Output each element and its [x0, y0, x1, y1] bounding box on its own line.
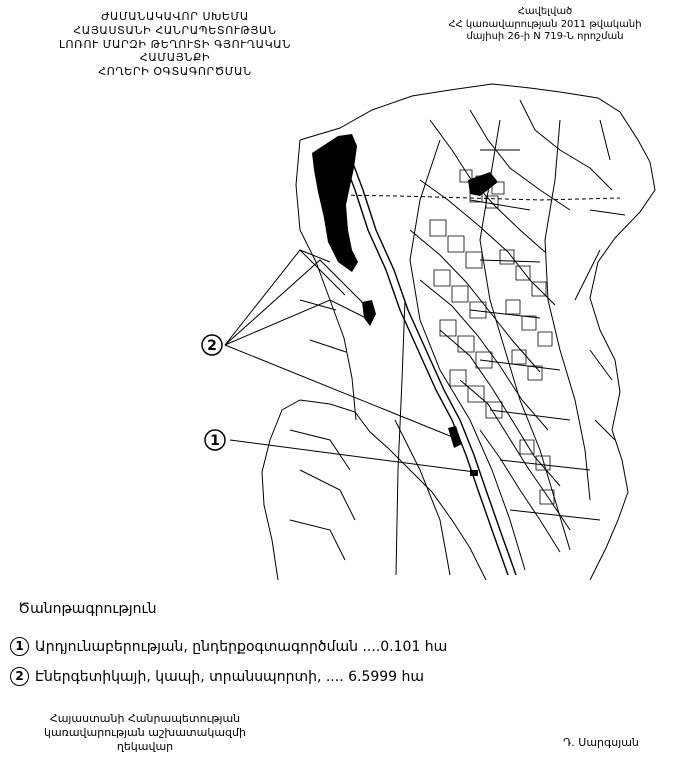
annex-line-2: ՀՀ կառավարության 2011 թվականի: [448, 18, 642, 30]
land-use-map: [0, 60, 681, 585]
area-2-lower: [362, 300, 376, 326]
legend-item-2: [10, 667, 424, 686]
annex-note: [430, 6, 660, 44]
legend-num-1: 1: [10, 637, 29, 656]
annex-line-3: մայիսի 26-ի N 719-Ն որոշման: [466, 31, 624, 42]
title-line-1: ԺԱՄԱՆԱԿԱՎՈՐ ՍԽԵՄԱ: [101, 10, 249, 23]
legend-num-2: 2: [10, 667, 29, 686]
legend-text-1: Արդյունաբերության, ընդերքօգտագործման ....0.101 հա: [35, 638, 448, 655]
area-1: [448, 426, 462, 448]
callout-2-label: 2: [207, 338, 217, 354]
title-line-2: ՀԱՅԱՍՏԱՆԻ ՀԱՆՐԱՊԵՏՈՒԹՅԱՆ: [73, 23, 277, 37]
legend-item-1: [10, 637, 447, 656]
signatory-line-3: ղեկավար: [116, 739, 174, 753]
callout-2: [202, 335, 222, 355]
callout-1: [205, 430, 225, 450]
signatory-line-2: կառավարության աշխատակազմի: [44, 725, 246, 739]
signatory-title: [10, 712, 280, 753]
signatory-line-1: Հայաստանի Հանրապետության: [49, 712, 241, 725]
legend-text-2: Էներգետիկայի, կապի, տրանսպորտի, .... 6.5999 հա: [35, 668, 425, 685]
legend-title: Ծանոթագրություն: [18, 601, 157, 617]
annex-line-1: Հավելված: [517, 6, 573, 17]
area-2-upper: [312, 134, 358, 272]
callout-1-label: 1: [210, 433, 220, 449]
title-line-4: ՀՈՂԵՐԻ ՕԳՏԱԳՈՐԾՄԱՆ: [98, 65, 252, 78]
signatory-name: Դ. Սարգսյան: [563, 736, 639, 749]
title-line-3: ԼՈՌՈՒ ՄԱՐԶԻ ԹԵՂՈՒՏԻ ԳՅՈՒՂԱԿԱՆ ՀԱՄԱՅՆՔԻ: [59, 37, 291, 65]
